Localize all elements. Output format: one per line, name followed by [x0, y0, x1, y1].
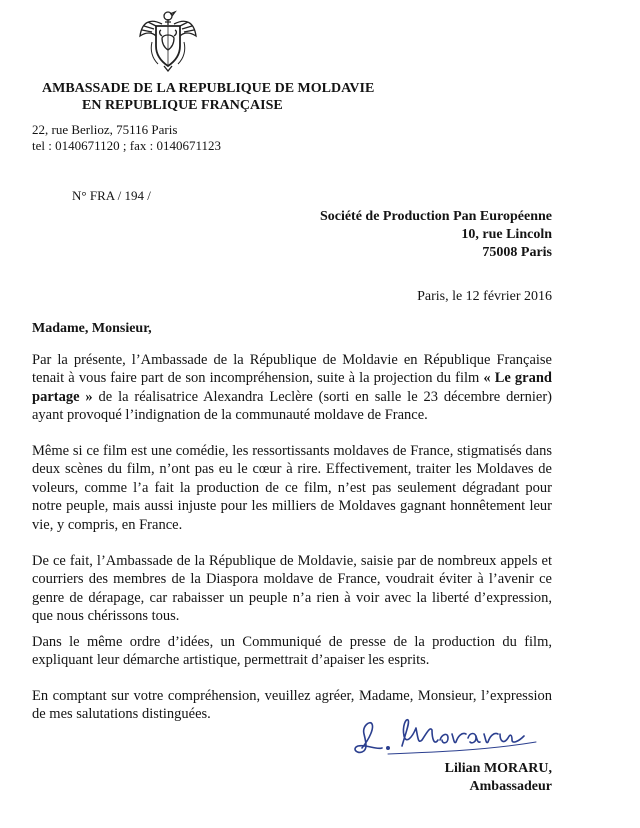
p1-text-a: Par la présente, l’Ambassade de la République de Moldavie en République Française tenait à vous faire part de son incompréhension, suite à la projection du film — [32, 352, 552, 387]
embassy-name-line2: EN REPUBLIQUE FRANÇAISE — [82, 98, 283, 113]
recipient-city: 75008 Paris — [482, 245, 552, 260]
embassy-name-line1: AMBASSADE DE LA REPUBLIQUE DE MOLDAVIE — [42, 81, 375, 96]
letter-date: Paris, le 12 février 2016 — [417, 289, 552, 304]
signatory-title: Ambassadeur — [469, 779, 552, 794]
body-paragraph-3: De ce fait, l’Ambassade de la République de Moldavie, saisie par de nombreux appels et courriers des membres de la Diaspora moldave de France, voudrait éviter à l’avenir ce genre de dérapage, car rabaisser un peuple n’a rien à voir avec la liberté d’expression, que nous chérissons tous. — [32, 553, 552, 625]
embassy-contact: tel : 0140671120 ; fax : 0140671123 — [32, 138, 221, 153]
body-paragraph-5: En comptant sur votre compréhension, veuillez agréer, Madame, Monsieur, l’expression de mes salutations distinguées. — [32, 688, 552, 723]
body-paragraph-4: Dans le même ordre d’idées, un Communiqué de presse de la production du film, expliquant leur démarche artistique, permettrait d’apaiser les esprits. — [32, 634, 552, 669]
body-paragraph-1 — [32, 351, 552, 425]
salutation: Madame, Monsieur, — [32, 321, 152, 336]
reference-number: N° FRA / 194 / — [72, 188, 151, 203]
recipient-street: 10, rue Lincoln — [461, 227, 552, 242]
body-paragraph-2: Même si ce film est une comédie, les ressortissants moldaves de France, stigmatisés dans deux scènes du film, n’ont pas eu le cœur à rire. Effectivement, traiter les Moldaves de voleurs, comme l’a fait la production de ce film, n’est pas seulement dégradant pour notre peuple, mais aussi injuste pour les milliers de Moldaves gagnant honnêtement leur vie, y compris, en France. — [32, 443, 552, 533]
signatory-name: Lilian MORARU, — [444, 761, 552, 776]
film-title: « Le grand partage » — [32, 370, 552, 405]
p1-text-b: de la réalisatrice Alexandra Leclère (sorti en salle le 23 décembre dernier) ayant provoqué l’indignation de la communauté moldave de France. — [32, 388, 552, 424]
embassy-address: 22, rue Berlioz, 75116 Paris — [32, 122, 178, 137]
recipient-name: Société de Production Pan Européenne — [319, 209, 552, 224]
moldova-coat-of-arms-icon — [136, 6, 200, 72]
handwritten-signature — [348, 708, 544, 758]
